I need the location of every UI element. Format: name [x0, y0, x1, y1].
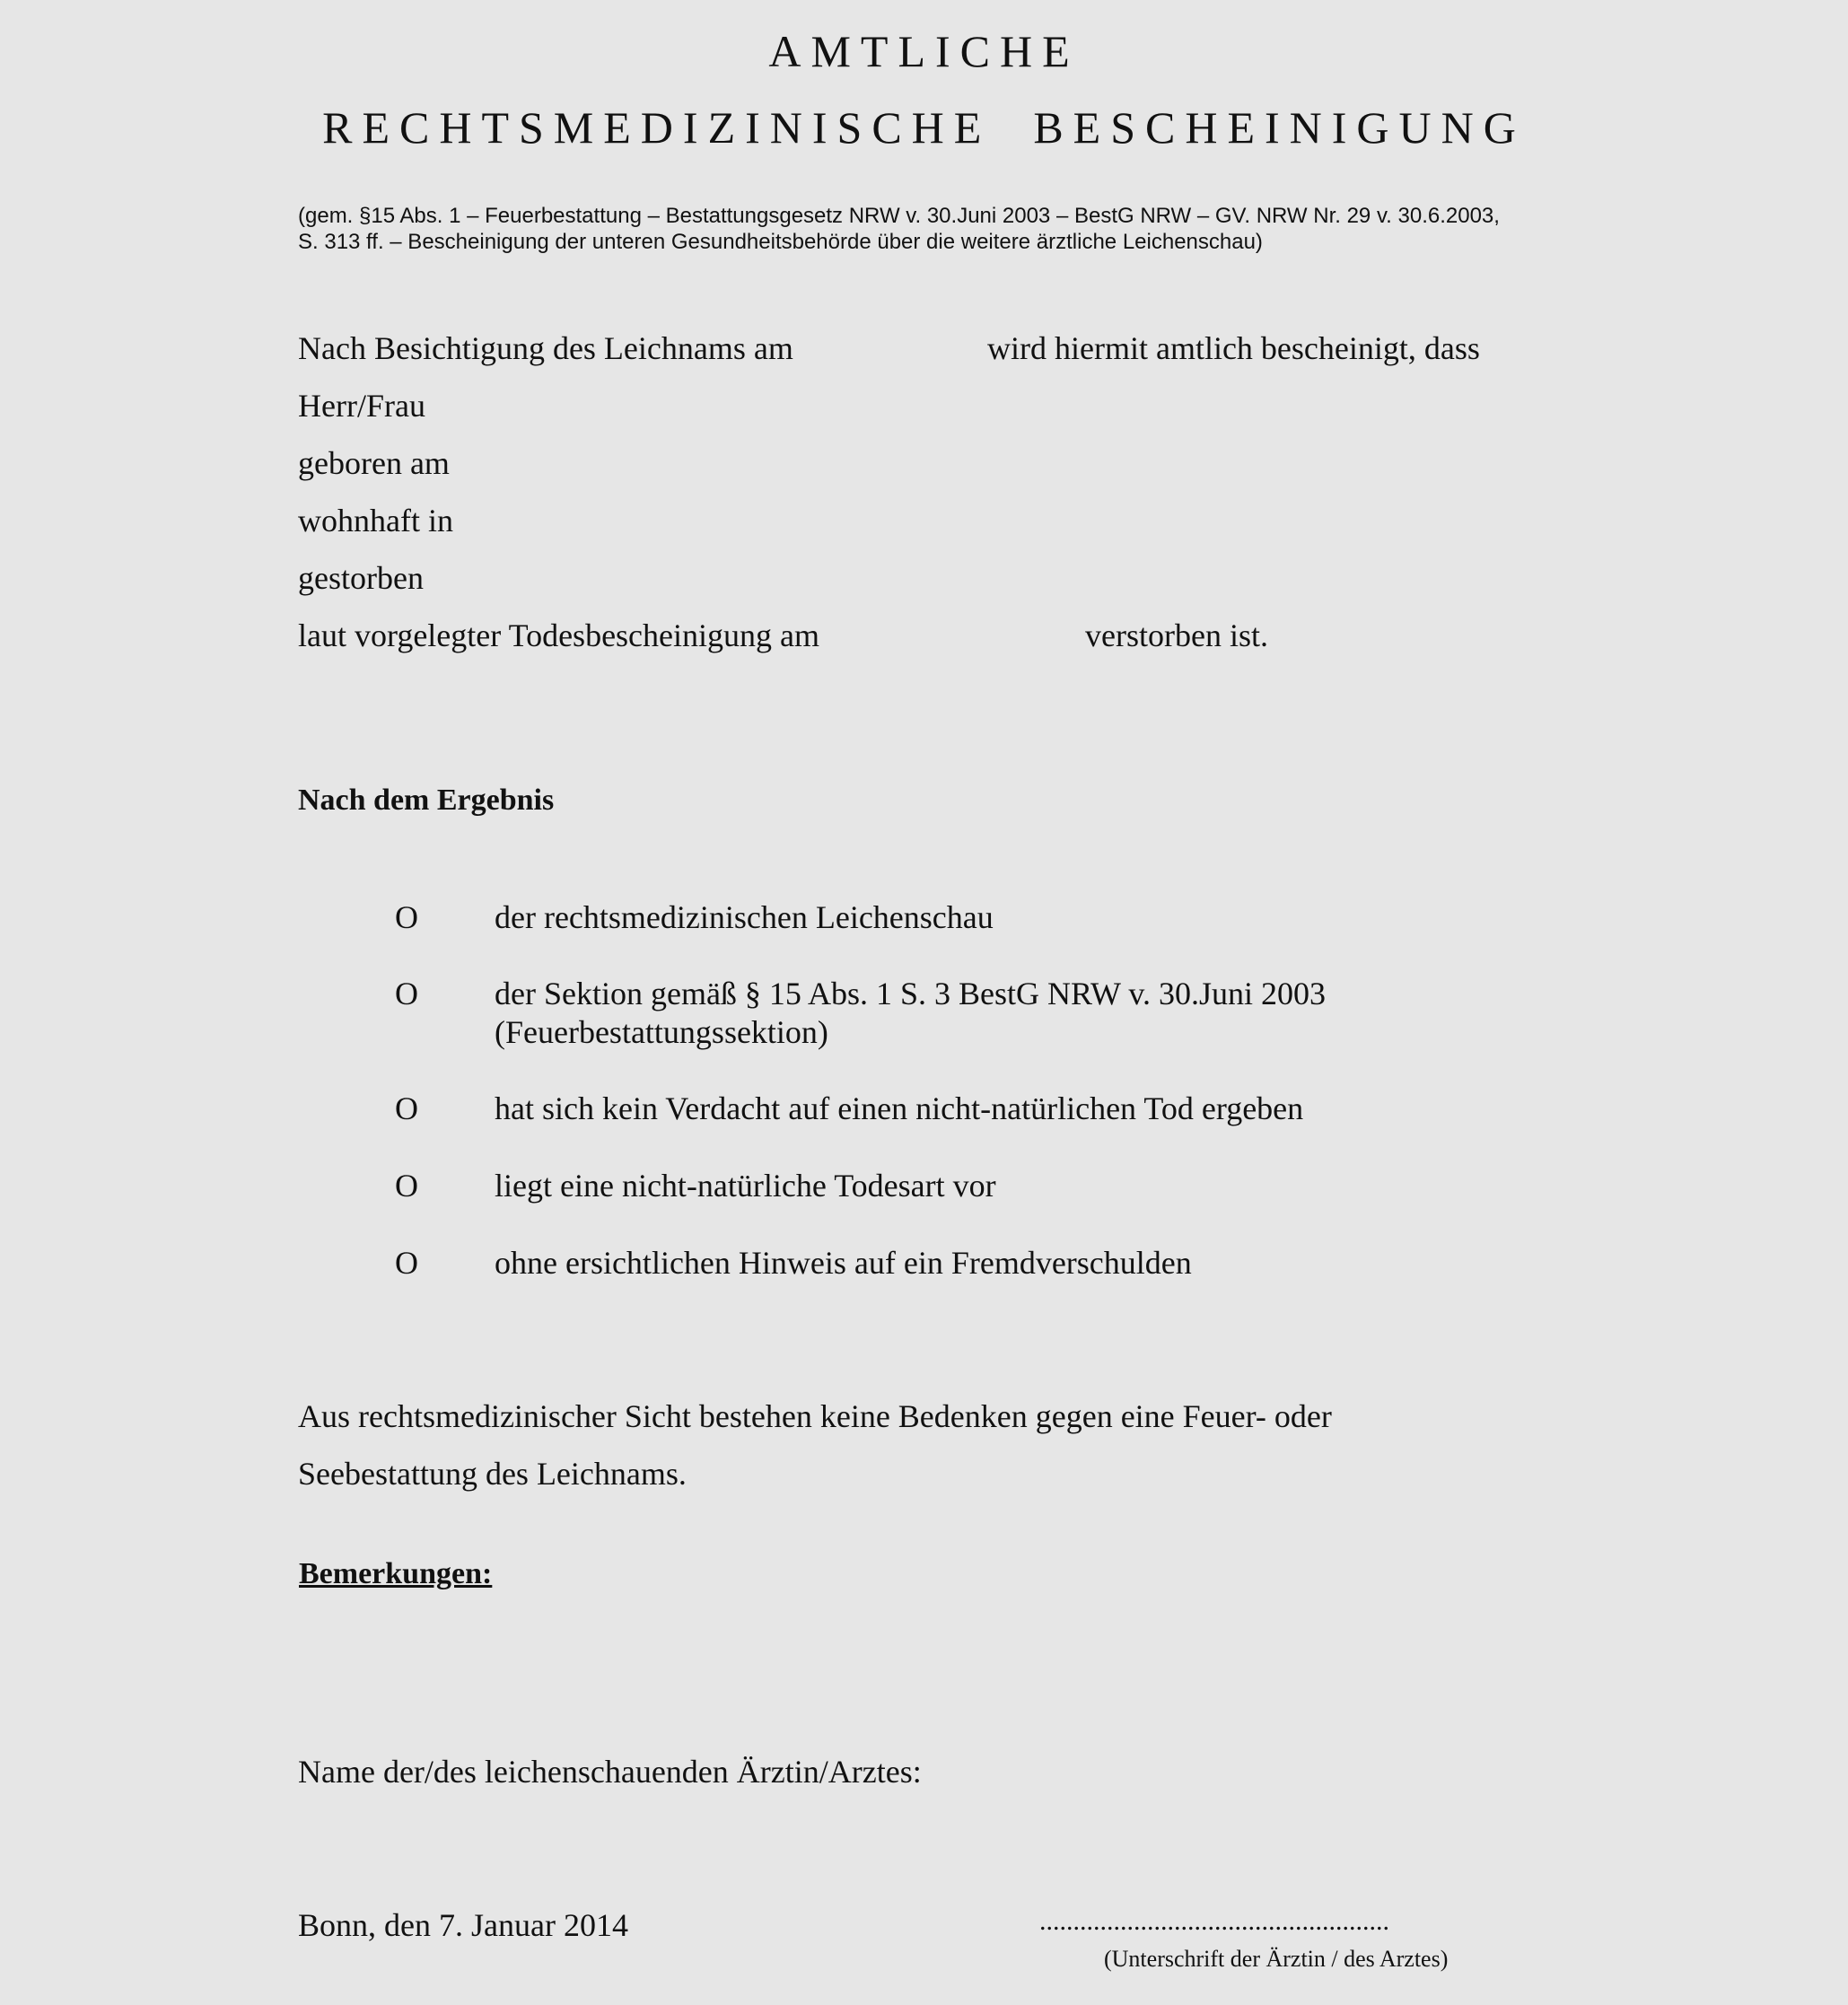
option-text-5 [495, 1244, 1192, 1283]
result-heading: Nach dem Ergebnis [298, 784, 555, 817]
option-text-2-line-1: der Sektion gemäß § 15 Abs. 1 S. 3 BestG NRW v. 30.Juni 2003 [495, 976, 1326, 1011]
option-checkbox-1[interactable]: O [395, 899, 418, 935]
option-text-1 [495, 898, 994, 937]
option-text-4-line-1: liegt eine nicht-natürliche Todesart vor [495, 1168, 996, 1204]
inspection-label: Nach Besichtigung des Leichnams am [298, 330, 793, 366]
place-date: Bonn, den 7. Januar 2014 [298, 1907, 628, 1943]
option-text-4 [495, 1167, 996, 1205]
remarks-heading: Bemerkungen: [299, 1557, 493, 1590]
legal-reference-line-2: S. 313 ff. – Bescheinigung der unteren Gesundheitsbehörde über die weitere ärztliche Leichenschau) [298, 230, 1263, 254]
signature-line: .................................................... [1039, 1906, 1389, 1936]
option-checkbox-5[interactable]: O [395, 1245, 418, 1281]
option-checkbox-4[interactable]: O [395, 1168, 418, 1204]
legal-reference [298, 203, 1572, 255]
option-checkbox-2[interactable]: O [395, 976, 418, 1011]
option-text-3-line-1: hat sich kein Verdacht auf einen nicht-natürlichen Tod ergeben [495, 1090, 1304, 1126]
signature-caption: (Unterschrift der Ärztin / des Arztes) [1104, 1946, 1449, 1972]
inspection-suffix: wird hiermit amtlich bescheinigt, dass [987, 330, 1480, 366]
died-label: gestorben [298, 560, 424, 596]
option-checkbox-3[interactable]: O [395, 1090, 418, 1126]
title-line-1: AMTLICHE [768, 26, 1080, 76]
conclusion-line-1: Aus rechtsmedizinischer Sicht bestehen keine Bedenken gegen eine Feuer- oder [298, 1398, 1332, 1434]
residence-label: wohnhaft in [298, 503, 453, 538]
doctor-name-label: Name der/des leichenschauenden Ärztin/Arztes: [298, 1754, 922, 1790]
person-label: Herr/Frau [298, 388, 425, 424]
option-text-5-line-1: ohne ersichtlichen Hinweis auf ein Fremdverschulden [495, 1245, 1192, 1281]
option-text-3 [495, 1090, 1303, 1128]
title-line-2: RECHTSMEDIZINISCHE BESCHEINIGUNG [322, 102, 1526, 153]
legal-reference-line-1: (gem. §15 Abs. 1 – Feuerbestattung – Bestattungsgesetz NRW v. 30.Juni 2003 – BestG NRW – GV. NRW Nr. 29 v. 30.6.2003, [298, 204, 1500, 228]
death-cert-label: laut vorgelegter Todesbescheinigung am [298, 617, 819, 653]
option-text-2-line-2: (Feuerbestattungssektion) [495, 1014, 828, 1050]
born-label: geboren am [298, 445, 450, 481]
option-text-2 [495, 975, 1326, 1052]
option-text-1-line-1: der rechtsmedizinischen Leichenschau [495, 899, 994, 935]
conclusion-line-2: Seebestattung des Leichnams. [298, 1456, 687, 1492]
death-cert-suffix: verstorben ist. [1085, 617, 1268, 653]
